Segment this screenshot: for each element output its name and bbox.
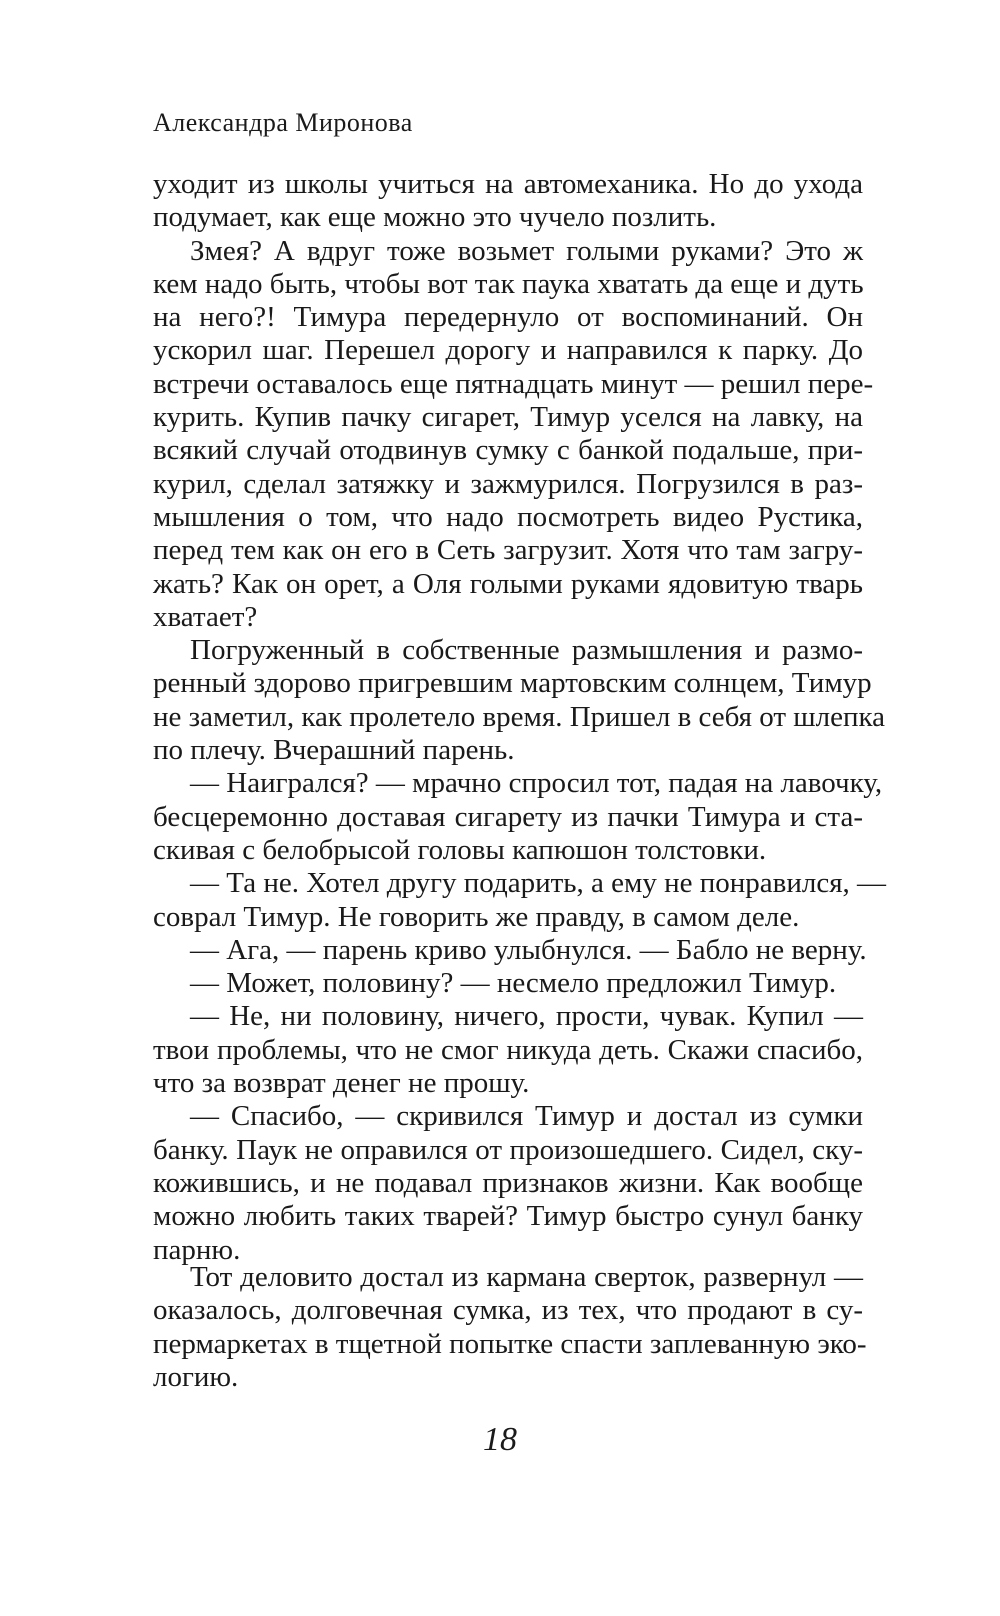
body-text-after-break (153, 1261, 867, 1394)
text-line: на него?! Тимура передернуло от воспоминаний. Он (153, 301, 863, 334)
text-line: логию. (153, 1360, 239, 1393)
text-line: уходит из школы учиться на автомеханика. Но до ухода (153, 168, 863, 200)
text-line: не заметил, как пролетело время. Пришел в себя от шлепка (153, 700, 886, 733)
text-line: встречи оставалось еще пятнадцать минут — решил пере- (153, 367, 874, 400)
text-line: Змея? А вдруг тоже возьмет голыми руками? Это ж (190, 234, 863, 267)
text-line: Тот деловито достал из кармана сверток, развернул — (190, 1261, 863, 1293)
text-line: — Ага, — парень криво улыбнулся. — Бабло не верну. (190, 933, 867, 966)
text-line: пермаркетах в тщетной попытке спасти заплеванную эко- (153, 1327, 867, 1360)
text-line: подумает, как еще можно это чучело позлить. (153, 201, 717, 234)
text-line: ускорил шаг. Перешел дорогу и направился к парку. До (153, 334, 863, 367)
text-line: ренный здорово пригревшим мартовским солнцем, Тимур (153, 667, 872, 700)
text-line: скивая с белобрысой головы капюшон толстовки. (153, 833, 767, 866)
text-line: жать? Как он орет, а Оля голыми руками ядовитую тварь (153, 567, 863, 600)
text-line: курил, сделал затяжку и зажмурился. Погрузился в раз- (153, 467, 863, 500)
text-line: парню. (153, 1233, 241, 1266)
text-line: по плечу. Вчерашний парень. (153, 734, 515, 767)
text-line: что за возврат денег не прошу. (153, 1067, 530, 1100)
text-line: хватает? (153, 600, 258, 633)
text-line: перед тем как он его в Сеть загрузит. Хотя что там загру- (153, 534, 863, 567)
text-line: мышления о том, что надо посмотреть видео Рустика, (153, 500, 863, 533)
text-line: банку. Паук не оправился от произошедшего. Сидел, ску- (153, 1133, 863, 1166)
text-line: — Не, ни половину, ничего, прости, чувак. Купил — (190, 1000, 863, 1033)
text-line: — Та не. Хотел другу подарить, а ему не понравился, — (190, 867, 887, 900)
text-line: — Спасибо, — скривился Тимур и достал из сумки (190, 1100, 863, 1133)
text-line: кожившись, и не подавал признаков жизни. Как вообще (153, 1166, 863, 1199)
text-line: бесцеремонно доставая сигарету из пачки Тимура и ста- (153, 800, 863, 833)
page-number: 18 (483, 1421, 517, 1458)
text-line: — Может, половину? — несмело предложил Тимур. (190, 967, 837, 1000)
text-line: курить. Купив пачку сигарет, Тимур уселся на лавку, на (153, 401, 863, 434)
text-line: — Наигрался? — мрачно спросил тот, падая на лавочку, (190, 767, 883, 800)
text-line: соврал Тимур. Не говорить же правду, в самом деле. (153, 900, 800, 933)
running-header-author: Александра Миронова (153, 108, 413, 137)
text-line: оказалось, долговечная сумка, из тех, что продают в су- (153, 1294, 863, 1327)
text-line: кем надо быть, чтобы вот так паука хватать да еще и дуть (153, 267, 864, 300)
text-line: твои проблемы, что не смог никуда деть. Скажи спасибо, (153, 1033, 863, 1066)
text-line: Погруженный в собственные размышления и размо- (190, 634, 863, 667)
body-text-main (153, 168, 887, 1267)
text-line: всякий случай отодвинув сумку с банкой подальше, при- (153, 434, 863, 467)
text-line: можно любить таких тварей? Тимур быстро сунул банку (153, 1200, 863, 1233)
